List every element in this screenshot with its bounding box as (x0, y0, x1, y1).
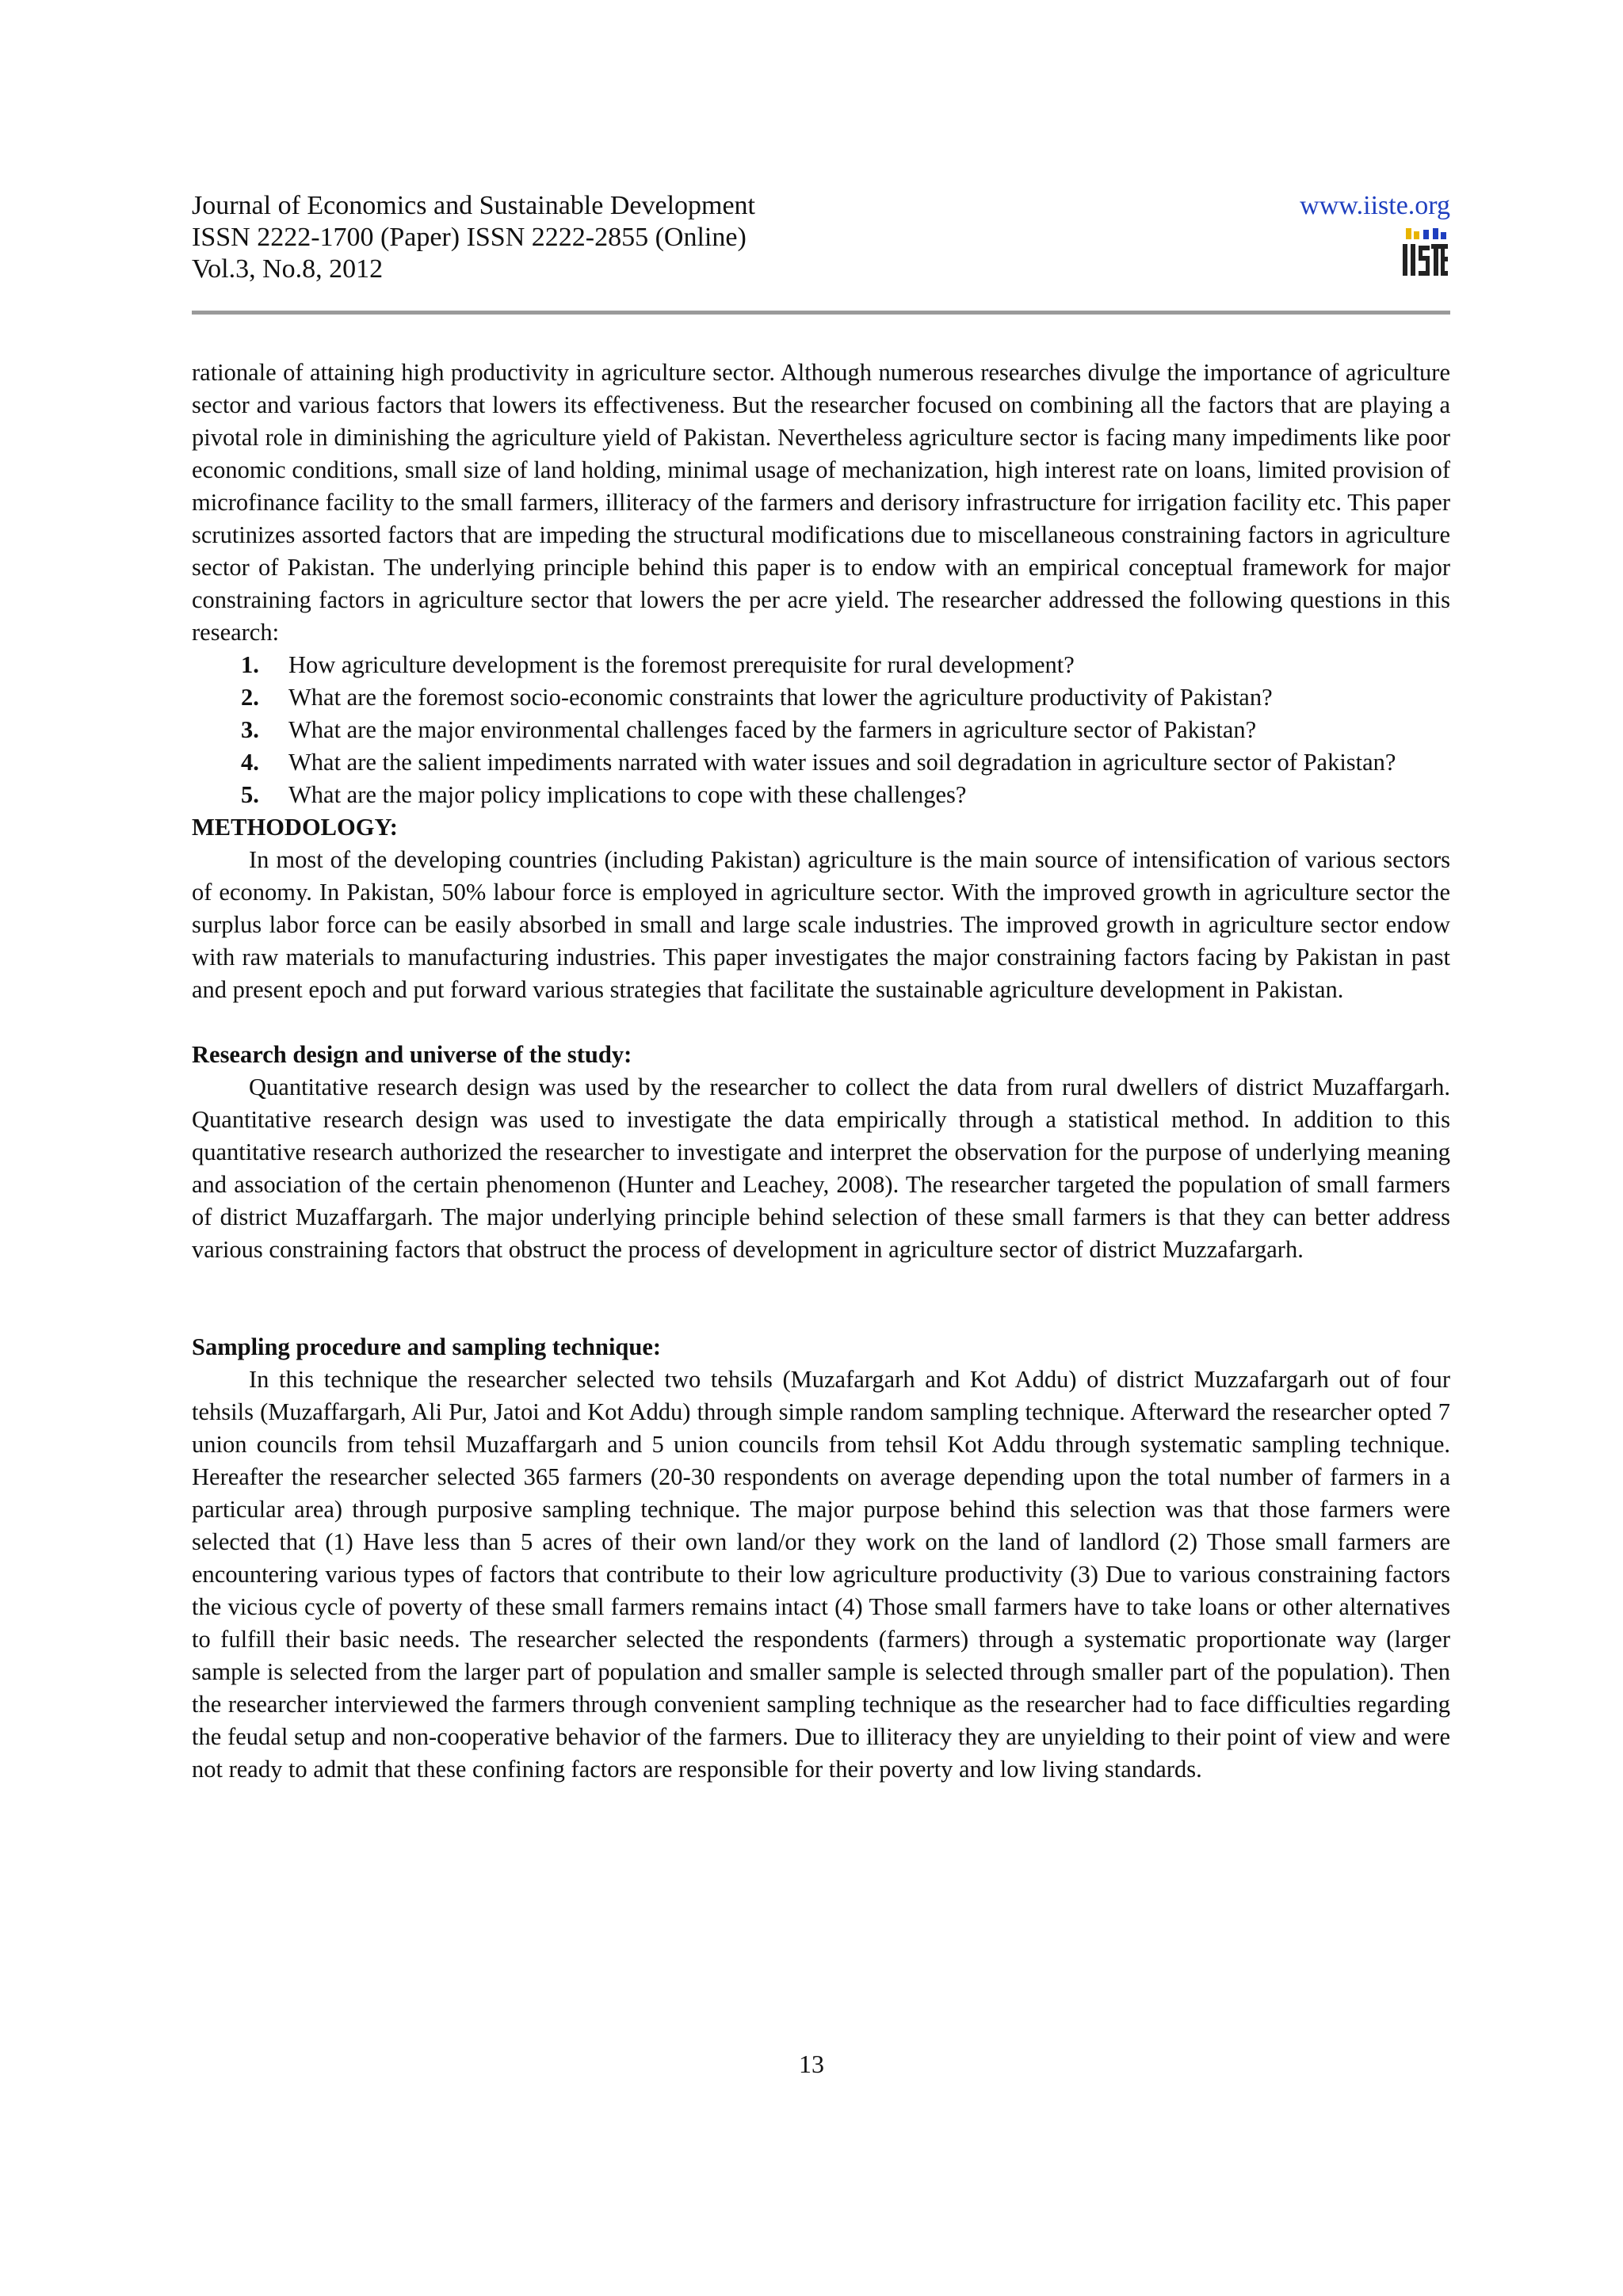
list-item-text: What are the major policy implications to cope with these challenges? (288, 781, 967, 808)
list-item (192, 714, 1450, 746)
intro-paragraph: rationale of attaining high productivity in agriculture sector. Although numerous researches divulge the importance of agriculture sector and various factors that lowers its effectiveness. But the researcher focused on combining all the factors that are playing a pivotal role in diminishing the agriculture yield of Pakistan. Nevertheless agriculture sector is facing many impediments like poor economic conditions, small size of land holding, minimal usage of mechanization, high interest rate on loans, limited provision of microfinance facility to the small farmers, illiteracy of the farmers and derisory infrastructure for irrigation facility etc. This paper scrutinizes assorted factors that are impeding the structural modifications due to miscellaneous constraining factors in agriculture sector of Pakistan. The underlying principle behind this paper is to endow with an empirical conceptual framework for major constraining factors in agriculture sector that lowers the per acre yield. The researcher addressed the following questions in this research: (192, 359, 1450, 646)
journal-info (192, 190, 755, 285)
methodology-paragraph: In most of the developing countries (including Pakistan) agriculture is the main source of intensification of various sectors of economy. In Pakistan, 50% labour force is employed in agriculture sector. With the improved growth in agriculture sector the surplus labor force can be easily absorbed in small and large scale industries. The improved growth in agriculture sector endow with raw materials to manufacturing industries. This paper investigates the major constraining factors facing by Pakistan in past and present epoch and put forward various strategies that facilitate the sustainable agriculture development in Pakistan. (192, 846, 1450, 1003)
section-spacer (192, 1266, 1450, 1331)
section-spacer (192, 1006, 1450, 1039)
sampling-heading: Sampling procedure and sampling technique: (192, 1333, 662, 1360)
research-questions-list (192, 649, 1450, 811)
list-item-text: What are the salient impediments narrated with water issues and soil degradation in agriculture sector of Pakistan? (288, 749, 1396, 776)
article-body (192, 357, 1450, 1786)
list-item (192, 746, 1450, 779)
list-item-number: 3. (241, 716, 259, 743)
list-item-text: How agriculture development is the foremost prerequisite for rural development? (288, 651, 1075, 678)
list-item (192, 681, 1450, 714)
list-item-number: 1. (241, 651, 259, 678)
iiste-logo-icon (1401, 227, 1449, 279)
list-item-number: 5. (241, 781, 259, 808)
journal-header (192, 190, 1450, 309)
page-number: 13 (799, 2050, 824, 2078)
header-divider (192, 311, 1450, 315)
list-item (192, 779, 1450, 811)
list-item-number: 4. (241, 749, 259, 776)
list-item-number: 2. (241, 684, 259, 711)
journal-issn: ISSN 2222-1700 (Paper) ISSN 2222-2855 (Online) (192, 223, 747, 252)
website-link[interactable]: www.iiste.org (1300, 191, 1450, 220)
header-right (1300, 190, 1450, 222)
methodology-heading: METHODOLOGY: (192, 814, 398, 841)
list-item-text: What are the major environmental challenges faced by the farmers in agriculture sector of Pakistan? (288, 716, 1257, 743)
research-design-paragraph: Quantitative research design was used by the researcher to collect the data from rural dwellers of district Muzaffargarh. Quantitative research design was used to investigate the data empirically through a statistical method. In addition to this quantitative research authorized the researcher to investigate and interpret the observation for the purpose of underlying meaning and association of the certain phenomenon (Hunter and Leachey, 2008). The researcher targeted the population of small farmers of district Muzaffargarh. The major underlying principle behind selection of these small farmers is that they can better address various constraining factors that obstruct the process of development in agriculture sector of district Muzzafargarh. (192, 1074, 1450, 1263)
journal-volume: Vol.3, No.8, 2012 (192, 254, 384, 284)
journal-title: Journal of Economics and Sustainable Development (192, 191, 755, 220)
sampling-paragraph: In this technique the researcher selected two tehsils (Muzafargarh and Kot Addu) of district Muzzafargarh out of four tehsils (Muzaffargarh, Ali Pur, Jatoi and Kot Addu) through simple random sampling technique. Afterward the researcher opted 7 union councils from tehsil Muzaffargarh and 5 union councils from tehsil Kot Addu through systematic sampling technique. Hereafter the researcher selected 365 farmers (20-30 respondents on average depending upon the total number of farmers in a particular area) through purposive sampling technique. The major purpose behind this selection was that those farmers were selected that (1) Have less than 5 acres of their own land/or they work on the land of landlord (2) Those small farmers are encountering various types of factors that contribute to their low agriculture productivity (3) Due to various constraining factors the vicious cycle of poverty of these small farmers remains intact (4) Those small farmers have to take loans or other alternatives to fulfill their basic needs. The researcher selected the respondents (farmers) through a systematic proportionate way (larger sample is selected from the larger part of population and smaller sample is selected through smaller part of the population). Then the researcher interviewed the farmers through convenient sampling technique as the researcher had to face difficulties regarding the feudal setup and non-cooperative behavior of the farmers. Due to illiteracy they are unyielding to their point of view and were not ready to admit that these confining factors are responsible for their poverty and low living standards. (192, 1366, 1450, 1783)
research-design-heading: Research design and universe of the study: (192, 1041, 632, 1068)
list-item (192, 649, 1450, 681)
list-item-text: What are the foremost socio-economic constraints that lower the agriculture productivity of Pakistan? (288, 684, 1273, 711)
